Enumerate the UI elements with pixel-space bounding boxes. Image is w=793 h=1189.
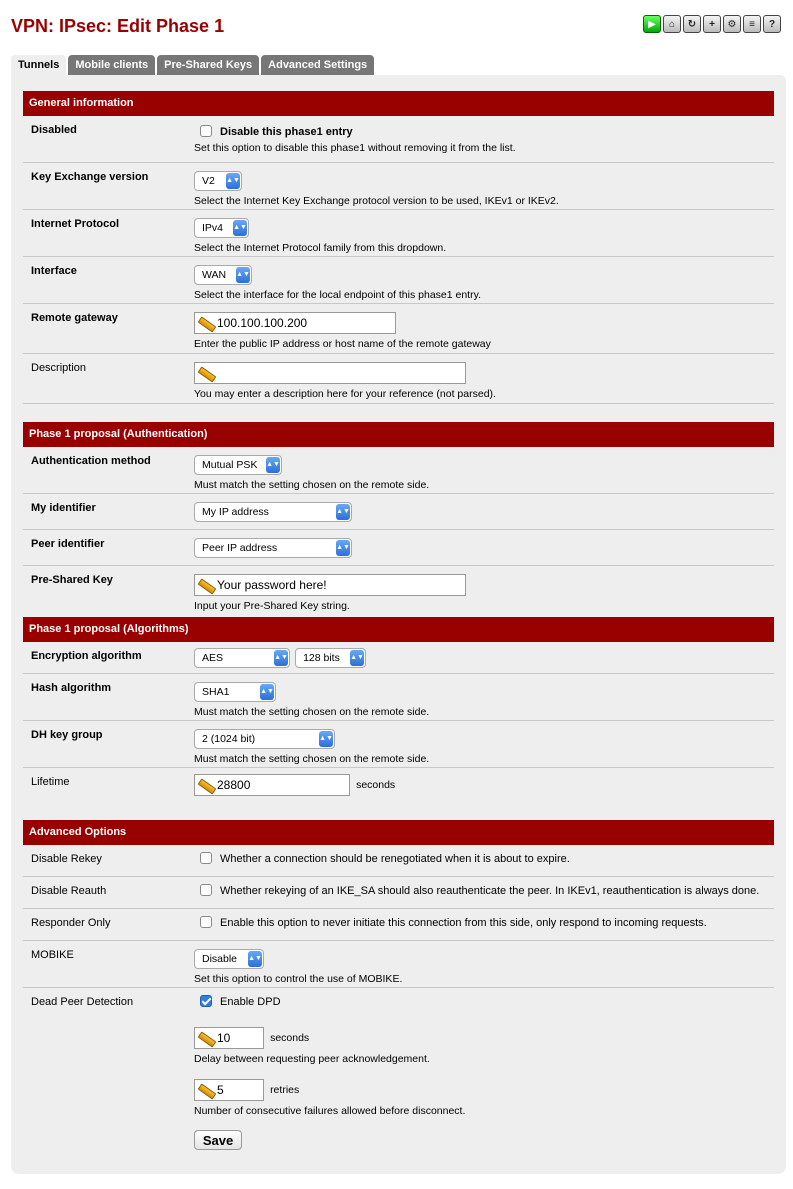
peer-identifier-select[interactable]	[194, 538, 352, 558]
row-lifetime	[23, 768, 774, 798]
row-dpd	[23, 988, 774, 1122]
chevron-updown-icon: ▲▼	[236, 267, 250, 283]
row-description	[23, 354, 774, 404]
row-encryption	[23, 642, 774, 674]
field-content	[194, 774, 395, 796]
chevron-updown-icon: ▲▼	[336, 540, 350, 556]
chevron-updown-icon: ▲▼	[274, 650, 288, 666]
section-header: Phase 1 proposal (Algorithms)	[23, 617, 774, 642]
field-content	[194, 853, 570, 865]
field-content	[194, 126, 516, 154]
tab-tunnels[interactable]: Tunnels	[11, 55, 66, 75]
select-value: My IP address	[202, 506, 269, 518]
select-value: V2	[202, 175, 215, 187]
help-text: Number of consecutive failures allowed before disconnect.	[194, 1105, 466, 1118]
field-content	[194, 362, 496, 400]
row-disabled	[23, 116, 774, 163]
help-text: Select the Internet Key Exchange protocol version to be used, IKEv1 or IKEv2.	[194, 195, 559, 207]
field-content	[194, 312, 491, 350]
field-content	[194, 682, 429, 718]
field-label: Interface	[31, 265, 77, 277]
help-text: Must match the setting chosen on the remote side.	[194, 706, 430, 718]
input-value: 28800	[217, 778, 251, 792]
tab-mobile-clients[interactable]: Mobile clients	[68, 55, 155, 75]
field-label: Key Exchange version	[31, 171, 149, 183]
general-section	[23, 91, 774, 404]
help-text: You may enter a description here for your reference (not parsed).	[194, 388, 496, 400]
interface-select[interactable]	[194, 265, 252, 285]
input-value: 10	[217, 1031, 231, 1046]
field-content	[194, 885, 759, 897]
toolbar	[643, 15, 781, 33]
lifetime-input[interactable]	[194, 774, 350, 796]
input-value: 5	[217, 1083, 224, 1098]
help-text: Select the Internet Protocol family from this dropdown.	[194, 242, 447, 254]
field-content	[194, 538, 352, 558]
help-text: Must match the setting chosen on the remote side.	[194, 479, 430, 491]
checkbox-label: Disable this phase1 entry	[220, 126, 353, 138]
psk-input[interactable]	[194, 574, 466, 596]
field-label: Encryption algorithm	[31, 650, 142, 662]
input-value: Your password here!	[217, 578, 327, 592]
select-value: Mutual PSK	[202, 459, 258, 471]
unit-label: retries	[270, 1084, 300, 1097]
checkbox-label: Enable this option to never initiate this connection from this side, only respond to incoming requests.	[220, 917, 707, 929]
internet-protocol-select[interactable]	[194, 218, 249, 238]
chevron-updown-icon: ▲▼	[248, 951, 262, 967]
help-text: Set this option to control the use of MOBIKE.	[194, 973, 403, 985]
pencil-icon	[197, 777, 214, 794]
chevron-updown-icon: ▲▼	[350, 650, 364, 666]
select-value: 2 (1024 bit)	[202, 733, 256, 745]
field-label: Remote gateway	[31, 312, 118, 324]
help-icon[interactable]: ?	[763, 15, 781, 33]
dpd-delay-input[interactable]	[194, 1027, 264, 1049]
field-content	[194, 265, 481, 301]
row-my-identifier	[23, 494, 774, 530]
row-hash	[23, 674, 774, 721]
select-value: 128 bits	[303, 652, 340, 664]
chevron-updown-icon: ▲▼	[226, 173, 240, 189]
help-text: Enter the public IP address or host name of the remote gateway	[194, 338, 491, 350]
pencil-icon	[197, 365, 214, 382]
chevron-updown-icon: ▲▼	[319, 731, 333, 747]
field-label: My identifier	[31, 502, 96, 514]
help-text: Must match the setting chosen on the remote side.	[194, 753, 430, 765]
chevron-updown-icon: ▲▼	[233, 220, 247, 236]
field-content	[194, 574, 466, 612]
row-interface	[23, 257, 774, 304]
field-content	[194, 171, 559, 207]
field-label: Disabled	[31, 124, 77, 136]
field-content	[194, 729, 429, 765]
select-value: SHA1	[202, 686, 230, 698]
select-value: Disable	[202, 953, 238, 965]
auth-section	[23, 422, 774, 616]
select-value: Peer IP address	[202, 542, 278, 554]
field-label: DH key group	[31, 729, 103, 741]
field-label: Description	[31, 362, 87, 374]
checkbox-label: Enable DPD	[220, 996, 281, 1008]
help-text: Delay between requesting peer acknowledgement.	[194, 1053, 430, 1066]
row-auth-method	[23, 447, 774, 494]
help-text: Input your Pre-Shared Key string.	[194, 600, 350, 612]
row-disable-rekey	[23, 845, 774, 877]
disable-rekey-checkbox[interactable]	[200, 852, 212, 864]
pencil-icon	[197, 315, 214, 332]
section-header: Advanced Options	[23, 820, 774, 845]
field-content	[194, 648, 366, 668]
row-disable-reauth	[23, 877, 774, 909]
refresh-icon[interactable]: ↻	[683, 15, 701, 33]
chevron-updown-icon: ▲▼	[336, 504, 350, 520]
field-content	[194, 949, 402, 985]
key-length-select[interactable]	[295, 648, 366, 668]
gear-icon[interactable]: ⚙	[723, 15, 741, 33]
add-icon[interactable]: +	[703, 15, 721, 33]
disable-reauth-checkbox[interactable]	[200, 884, 212, 896]
key-exchange-select[interactable]	[194, 171, 242, 191]
field-label: MOBIKE	[31, 949, 74, 961]
row-psk	[23, 566, 774, 616]
field-label: Pre-Shared Key	[31, 574, 113, 586]
row-mobike	[23, 941, 774, 988]
select-value: AES	[202, 652, 224, 664]
pencil-icon	[197, 577, 214, 594]
row-responder-only	[23, 909, 774, 941]
tab-pre-shared-keys[interactable]: Pre-Shared Keys	[157, 55, 259, 75]
field-label: Peer identifier	[31, 538, 105, 550]
save-button[interactable]: Save	[194, 1130, 242, 1150]
play-icon[interactable]: ▶	[643, 15, 661, 33]
unit-label: seconds	[356, 779, 396, 791]
checkbox-label: Whether rekeying of an IKE_SA should also reauthenticate the peer. In IKEv1, reauthentication is always done.	[220, 885, 760, 897]
tab-advanced-settings[interactable]: Advanced Settings	[261, 55, 374, 75]
help-text: Select the interface for the local endpoint of this phase1 entry.	[194, 289, 481, 301]
checkbox-label: Whether a connection should be renegotiated when it is about to expire.	[220, 853, 570, 865]
my-identifier-select[interactable]	[194, 502, 352, 522]
chevron-updown-icon: ▲▼	[266, 457, 280, 473]
dh-group-select[interactable]	[194, 729, 335, 749]
responder-only-checkbox[interactable]	[200, 916, 212, 928]
help-text: Set this option to disable this phase1 without removing it from the list.	[194, 142, 516, 155]
field-content	[194, 455, 429, 491]
disabled-checkbox[interactable]	[200, 125, 212, 137]
select-value: WAN	[202, 269, 227, 281]
unit-label: seconds	[270, 1032, 310, 1045]
enable-dpd-checkbox[interactable]	[200, 995, 212, 1007]
section-header: General information	[23, 91, 774, 116]
remote-gateway-input[interactable]	[194, 312, 396, 334]
field-label: Disable Rekey	[31, 853, 102, 865]
field-content	[194, 218, 446, 254]
content-panel	[11, 75, 786, 1174]
field-content	[194, 917, 707, 929]
field-label: Internet Protocol	[31, 218, 120, 230]
row-remote-gateway	[23, 304, 774, 354]
field-label: Disable Reauth	[31, 885, 107, 897]
algorithms-section	[23, 617, 774, 798]
auth-method-select[interactable]	[194, 455, 282, 475]
field-content	[194, 502, 352, 522]
row-internet-protocol	[23, 210, 774, 257]
tab-bar	[11, 55, 374, 75]
field-label: Hash algorithm	[31, 682, 112, 694]
field-label: Authentication method	[31, 455, 151, 467]
page-title: VPN: IPsec: Edit Phase 1	[11, 16, 225, 36]
field-label: Lifetime	[31, 776, 70, 788]
mobike-select[interactable]	[194, 949, 264, 969]
encryption-select[interactable]	[194, 648, 290, 668]
advanced-section	[23, 820, 774, 1122]
pencil-icon	[197, 1082, 214, 1099]
dpd-retries-input[interactable]	[194, 1079, 264, 1101]
field-label: Dead Peer Detection	[31, 996, 134, 1008]
hash-select[interactable]	[194, 682, 276, 702]
field-content	[194, 996, 465, 1117]
select-value: IPv4	[202, 222, 224, 234]
pencil-icon	[197, 1030, 214, 1047]
field-label: Responder Only	[31, 917, 111, 929]
house-icon[interactable]: ⌂	[663, 15, 681, 33]
description-input[interactable]	[194, 362, 466, 384]
input-value: 100.100.100.200	[217, 316, 308, 330]
list-icon[interactable]: ≡	[743, 15, 761, 33]
row-key-exchange	[23, 163, 774, 210]
row-peer-identifier	[23, 530, 774, 566]
row-dh-group	[23, 721, 774, 768]
chevron-updown-icon: ▲▼	[260, 684, 274, 700]
section-header: Phase 1 proposal (Authentication)	[23, 422, 774, 447]
